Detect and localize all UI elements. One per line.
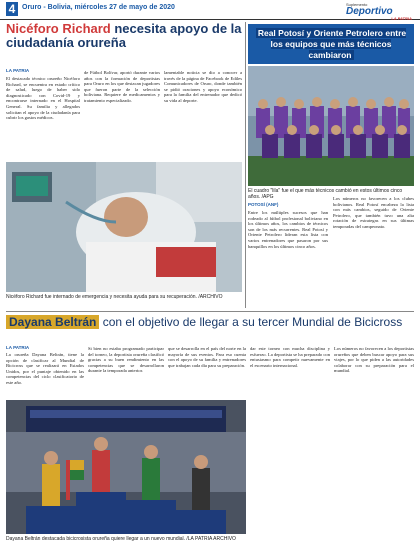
article2-headline xyxy=(254,28,408,61)
article3-title-rest: con el objetivo de llegar a su tercer Mundial de Bicicross xyxy=(99,315,403,329)
logo-main: Deportivo xyxy=(346,6,393,17)
logo-sup: Suplemento xyxy=(346,2,368,7)
article1-col3: lamentable noticia se dio a conocer a través de la página de Facebook de Ediles Comunicadores de Oruro, donde también se pidió oraciones y apoyo económico para la familia del entrenador que dedicó su vida al deporte. xyxy=(164,70,242,103)
article3-col3: que se desarrolla en el país del norte en la mayoría de sus eventos. Para eso cuenta con el apoyo de su familia y entrenadores que trabajan cada día para su preparación. xyxy=(168,346,246,368)
hospital-photo-illustration xyxy=(6,162,242,292)
article1-headline xyxy=(6,22,242,50)
article3-caption: Dayana Beltrán destacada bicicrosista orureña quiere llegar a un nuevo mundial. /LA PATRIA ARCHIVO xyxy=(6,536,236,542)
article2-title: Real Potosí y Oriente Petrolero entre los equipos que más técnicos cambiaron xyxy=(257,28,407,60)
column-divider xyxy=(245,22,246,308)
supplement-logo xyxy=(346,2,412,21)
article3-photo xyxy=(6,400,246,534)
article1-title-red: Nicéforo Richard xyxy=(6,21,111,36)
article2-byline: POTOSÍ (ANF) xyxy=(248,202,279,207)
article1-byline: LA PATRIA xyxy=(6,68,30,73)
date-line: Oruro - Bolivia, miércoles 27 de mayo de 2020 xyxy=(22,4,175,11)
article3-headline xyxy=(6,315,412,329)
podium-photo-illustration xyxy=(6,400,246,534)
article1-caption: Nicéforo Richard fue internado de emergencia y necesita ayuda para su recuperación. /ARCHIVO xyxy=(6,294,223,300)
logo-sub: LA PATRIA xyxy=(391,16,412,21)
article1-col1: El destacado técnico orureño Nicéforo Richard, se encuentra en estado crítico de salud, luego de haber sido diagnosticado con Covid-19 y encontrarse internado en el Hospital General. Su familia y allegados solicitan el apoyo de la ciudadanía para cubrir los gastos médicos. xyxy=(6,76,80,121)
article3-col5: Los números no favorecen a los deportistas orureños que deben buscar apoyo para sus viajes, por lo que piden a las autoridades colaborar con su preparación para el mundial. xyxy=(334,346,414,374)
article2-photo xyxy=(248,66,414,186)
article2-caption: El cuadro "lila" fue el que más técnicos cambió en estos últimos cinco años. /APG xyxy=(248,188,403,200)
page-number: 4 xyxy=(6,2,18,16)
team-photo-illustration xyxy=(248,66,414,186)
article1-title-rest: necesita apoyo de la ciudadanía orureña xyxy=(6,21,242,50)
article2-headline-box xyxy=(248,24,414,64)
article1-photo xyxy=(6,162,242,292)
article3-col2: Si bien no estaba programado participar del torneo, la deportista orureña clasificó gracias a su buen rendimiento en las competencias que se desarrollaron durante la temporada anterior. xyxy=(88,346,164,374)
section-divider xyxy=(6,311,414,312)
article3-col1: La orureña Dayana Beltrán, tiene la opción de clasificar al Mundial de Bicicross que se realizará en Estados Unidos, por el puntaje obtenido en las competencias del ciclo clasificatorio de este año. xyxy=(6,352,84,385)
article1-col2: de Fútbol Bolívar, aportó durante varios años con la formación de deportistas para Oruro en los que destacan jugadores que fueron parte de la selección boliviana. Requiere de medicamentos y tratamiento especializado. xyxy=(84,70,160,103)
article2-col2: Los números no favorecen a los clubes bolivianos. Real Potosí encabeza la lista con más cambios, seguido de Oriente Petrolero, que también tuvo una alta rotación de estrategas en sus últimas temporadas del campeonato. xyxy=(333,196,414,229)
article3-byline: LA PATRIA xyxy=(6,345,30,350)
page-header xyxy=(0,0,420,20)
article2-col1: Entre los múltiples sucesos que han rodeado al fútbol profesional boliviano en los últimos años, los cambios de técnicos son de los más recurrentes. Real Potosí y Oriente Petrolero lideran esta lista con varios entrenadores que pasaron por sus banquillos en los últimos cinco años. xyxy=(248,210,328,249)
article3-col4: dar este torneo con mucha disciplina y esfuerzo. La deportista se ha preparado con entusiasmo para competir nuevamente en el escenario internacional. xyxy=(250,346,330,368)
article3-title-highlight: Dayana Beltrán xyxy=(6,315,99,329)
